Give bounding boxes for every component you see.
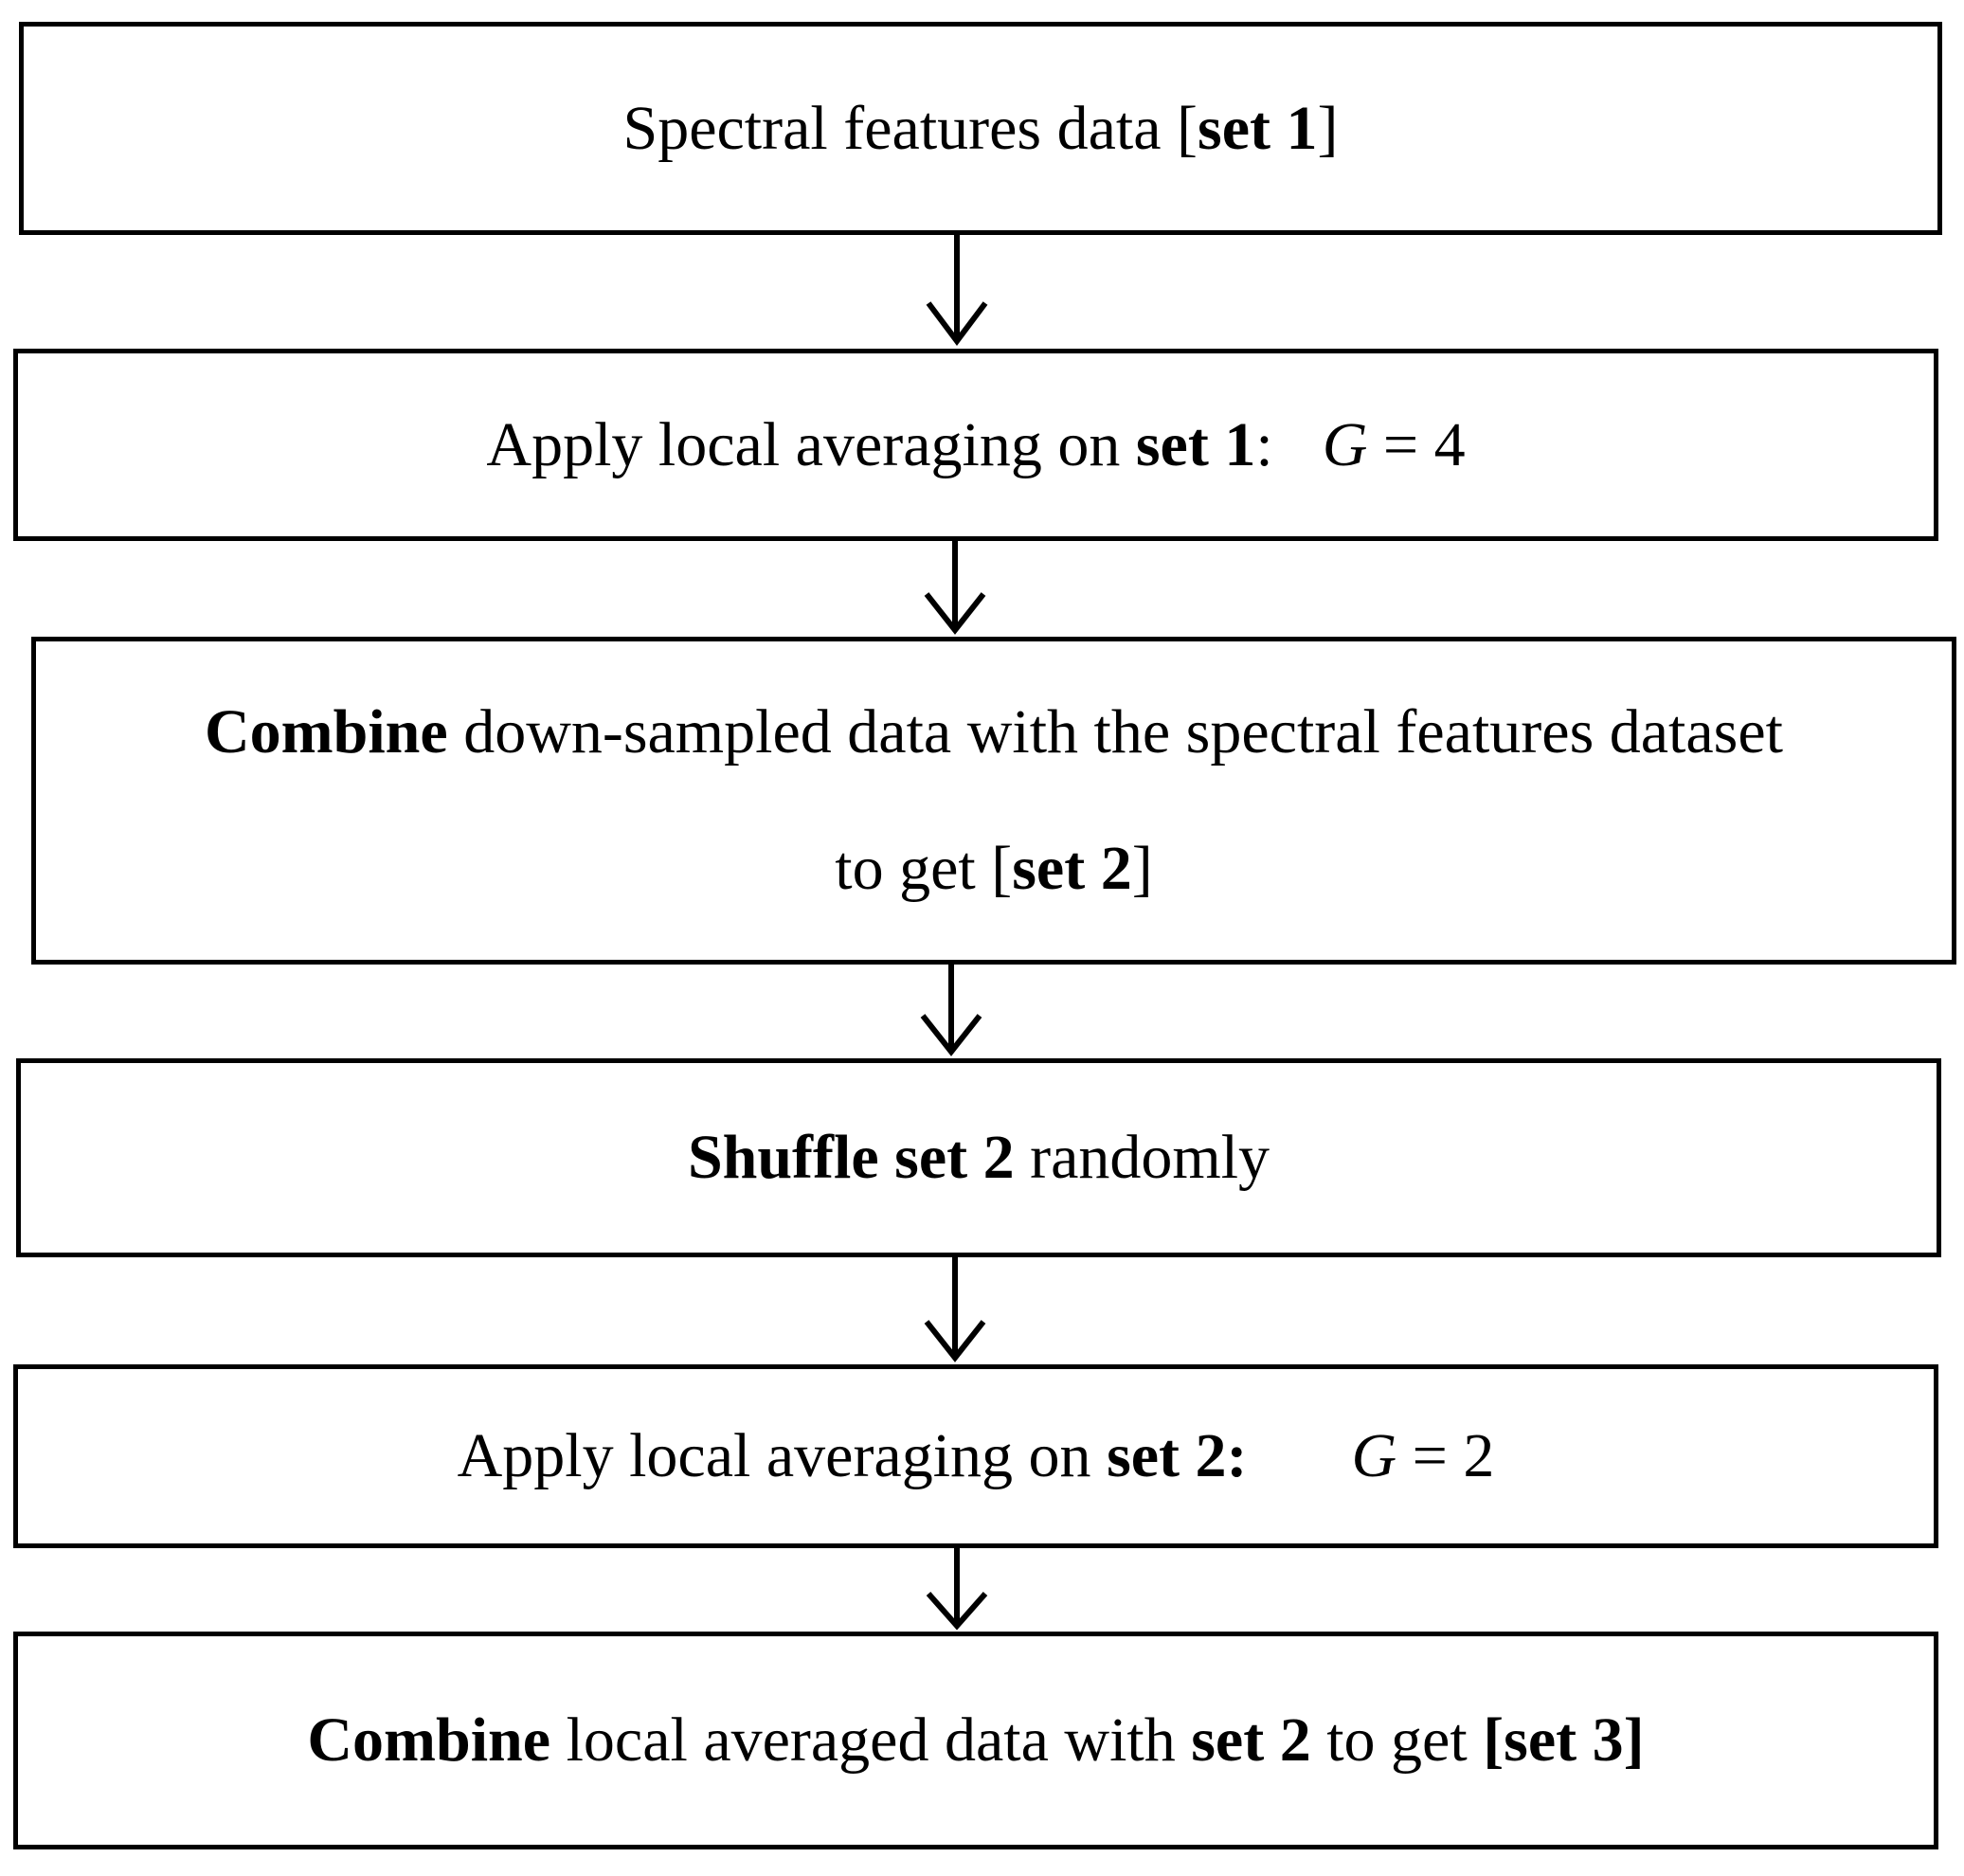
step-3-box: [31, 637, 1956, 965]
step-6-text-part-1: Combine: [307, 1705, 551, 1775]
step-4-box: [16, 1058, 1941, 1257]
step-3-line-1-part-1: Combine: [205, 697, 448, 767]
step-3-line-1-part-2: down-sampled data with the spectral features dataset: [447, 697, 1783, 767]
step-1-text-part-1: Spectral features data: [622, 93, 1178, 163]
step-1-text-part-2: [: [1177, 93, 1198, 163]
arrow-3-to-4: [913, 965, 989, 1058]
step-1-text-part-3: set 1: [1198, 93, 1318, 163]
step-5-text-part-1: Apply local averaging on: [457, 1421, 1108, 1490]
step-5-equation-value: 2: [1463, 1421, 1495, 1490]
step-3-text-line-2: [835, 834, 1153, 903]
arrow-5-to-6: [919, 1548, 995, 1632]
step-5-text-part-2: set 2:: [1107, 1421, 1248, 1490]
step-3-line-2-part-3: set 2: [1012, 834, 1132, 903]
step-1-text: [622, 93, 1339, 163]
step-1-text-part-4: ]: [1317, 93, 1339, 163]
step-2-equation: [1323, 410, 1466, 479]
step-3-line-2-part-2: [: [991, 834, 1013, 903]
arrow-1-to-2: [919, 235, 995, 349]
step-6-text-part-4: to get: [1310, 1705, 1484, 1775]
step-5-text: [457, 1421, 1495, 1490]
step-6-text-part-2: local averaged data with: [550, 1705, 1192, 1775]
step-2-equation-operator: =: [1367, 409, 1434, 479]
step-5-box: [13, 1364, 1938, 1548]
step-3-line-2-part-1: to get: [835, 834, 992, 903]
step-1-box: [19, 22, 1942, 235]
step-6-text-part-5: [set 3]: [1483, 1705, 1645, 1775]
step-2-box: [13, 349, 1938, 541]
step-2-text: [486, 409, 1466, 479]
step-5-equation: [1352, 1421, 1495, 1490]
step-2-text-part-3: :: [1255, 409, 1273, 479]
step-2-text-part-1: Apply local averaging on: [486, 409, 1136, 479]
step-3-line-2-part-4: ]: [1131, 834, 1153, 903]
step-4-text: [687, 1123, 1270, 1192]
step-2-equation-variable: G: [1322, 409, 1368, 479]
step-2-text-part-2: set 1: [1135, 409, 1256, 479]
step-6-text: [307, 1705, 1645, 1775]
step-6-box: [13, 1632, 1938, 1849]
step-5-equation-variable: G: [1351, 1421, 1397, 1490]
step-6-text-part-3: set 2: [1191, 1705, 1311, 1775]
arrow-2-to-3: [917, 541, 993, 637]
step-4-text-part-1: Shuffle set 2: [687, 1123, 1015, 1192]
step-4-text-part-2: randomly: [1014, 1123, 1270, 1192]
step-5-equation-operator: =: [1396, 1421, 1464, 1490]
step-3-text-line-1: [205, 697, 1783, 767]
step-2-equation-value: 4: [1433, 409, 1466, 479]
arrow-4-to-5: [917, 1257, 993, 1364]
